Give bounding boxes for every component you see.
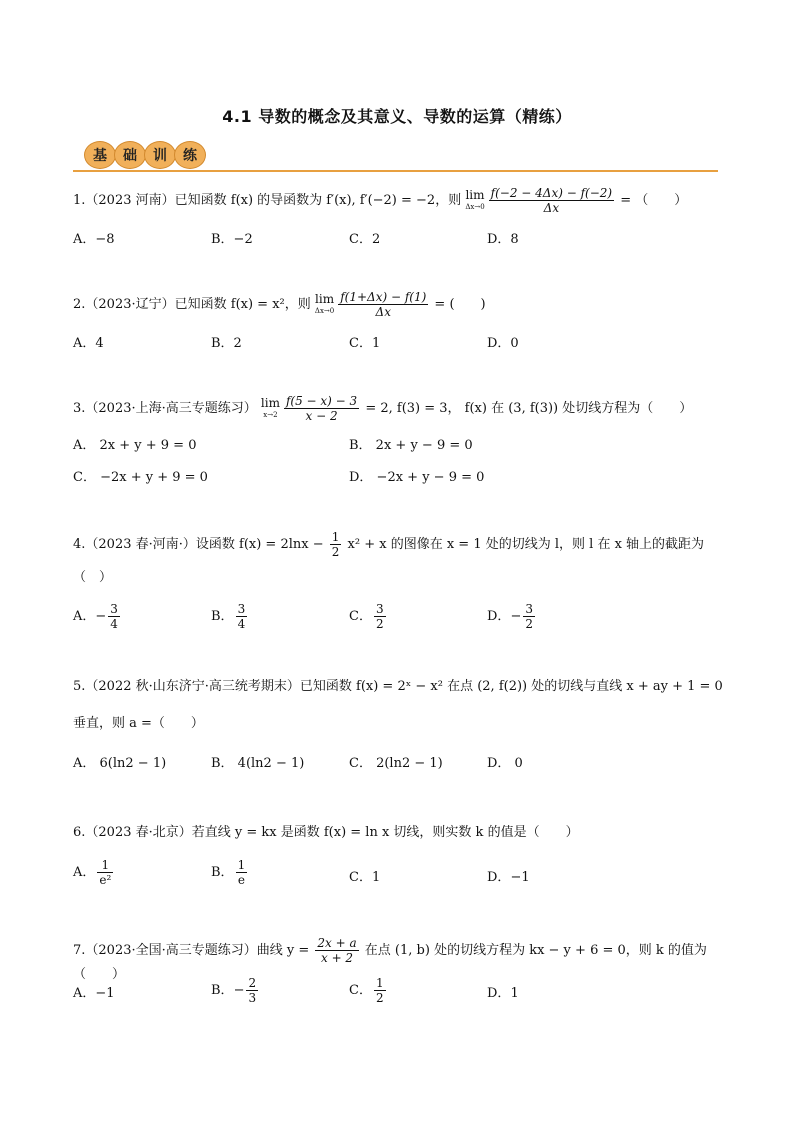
option-a[interactable]: A．−1 (73, 986, 115, 1001)
question-stem: 2.（2023·辽宁）已知函数 f(x) = x²，则 (73, 297, 311, 312)
question-tail: = 2, f(3) = 3， f(x) 在 (3, f(3)) 处切线方程为（ ） (365, 401, 693, 416)
question-stem: 3.（2023·上海·高三专题练习） (73, 401, 257, 416)
option-d[interactable]: D． 0 (487, 756, 523, 771)
fraction: $\frac{1}{2}$ (331, 530, 340, 559)
option-b[interactable]: B．2 (211, 336, 242, 351)
option-c[interactable]: C． $\frac{3}{2}$ (349, 602, 384, 631)
option-c[interactable]: C． 2(ln2 − 1) (349, 756, 443, 771)
option-c[interactable]: C．1 (349, 870, 381, 885)
option-b[interactable]: B． $\frac{3}{4}$ (211, 602, 246, 631)
page-title: 4.1 导数的概念及其意义、导数的运算（精练） (222, 107, 572, 126)
question-5-continued: 垂直，则 a =（ ） (73, 716, 204, 731)
option-c[interactable]: C．2 (349, 232, 381, 247)
question-tail: = ( ) (434, 297, 486, 312)
section-char: 础 (114, 141, 146, 169)
question-stem: 1.（2023 河南）已知函数 f(x) 的导函数为 f′(x), f′(−2) = −2，则 (73, 193, 462, 208)
question-7 (73, 936, 723, 985)
option-d[interactable]: D．− $\frac{3}{2}$ (487, 602, 533, 631)
option-d[interactable]: D．−1 (487, 870, 530, 885)
question-tail: 在点 (1, b) 处的切线方程为 kx − y + 6 = 0，则 k 的值为（ ） (73, 943, 707, 982)
section-divider (73, 170, 718, 172)
question-tail: x² + x 的图像在 x = 1 处的切线为 l，则 l 在 x 轴上的截距为 (347, 537, 705, 552)
option-a[interactable]: A．− $\frac{3}{4}$ (73, 602, 118, 631)
option-b[interactable]: B． $\frac{1}{e}$ (211, 858, 246, 887)
section-char: 练 (174, 141, 206, 169)
option-b[interactable]: B． 4(ln2 − 1) (211, 756, 305, 771)
option-b[interactable]: B．−2 (211, 232, 253, 247)
question-stem: 4.（2023 春·河南·）设函数 f(x) = 2lnx − (73, 537, 324, 552)
option-c[interactable]: C． $\frac{1}{2}$ (349, 976, 384, 1005)
answer-blank: （ ） (73, 570, 113, 585)
option-d[interactable]: D．0 (487, 336, 519, 351)
option-a[interactable]: A．4 (73, 336, 104, 351)
fraction: $\frac{f(-2 - 4\Delta x) - f(-2)}{\Delta x}$ (490, 186, 613, 215)
question-stem: 7.（2023·全国·高三专题练习）曲线 y = (73, 943, 310, 958)
option-a[interactable]: A． 2x + y + 9 = 0 (73, 438, 197, 453)
fraction: $\frac{2x + a}{x + 2}$ (317, 936, 357, 965)
limit-operator: lim Δx→0 (314, 291, 335, 315)
section-char: 基 (84, 141, 116, 169)
fraction: $\frac{f(5 - x) - 3}{x - 2}$ (285, 394, 358, 423)
option-c[interactable]: C．1 (349, 336, 381, 351)
limit-operator: lim Δx→0 (465, 187, 485, 211)
question-1 (73, 186, 723, 215)
fraction: $\frac{f(1+\Delta x) - f(1)}{\Delta x}$ (340, 290, 427, 319)
question-5: 5.（2022 秋·山东济宁·高三统考期末）已知函数 f(x) = 2ˣ − x² 在点 (2, f(2)) 处的切线与直线 x + ay + 1 = 0 (73, 679, 723, 694)
limit-operator: lim x→2 (260, 395, 280, 419)
option-b[interactable]: B．− $\frac{2}{3}$ (211, 976, 257, 1005)
question-tail: = （ ） (620, 193, 688, 208)
option-a[interactable]: A． 6(ln2 − 1) (73, 756, 167, 771)
question-2 (73, 290, 723, 319)
option-d[interactable]: D．1 (487, 986, 519, 1001)
option-d[interactable]: D． −2x + y − 9 = 0 (349, 470, 485, 485)
question-6: 6.（2023 春·北京）若直线 y = kx 是函数 f(x) = ln x 切线，则实数 k 的值是（ ） (73, 825, 579, 840)
option-a[interactable]: A． $\frac{1}{\text{e²}}$ (73, 858, 112, 887)
question-3 (73, 394, 723, 423)
option-d[interactable]: D．8 (487, 232, 519, 247)
section-char: 训 (144, 141, 176, 169)
option-c[interactable]: C． −2x + y + 9 = 0 (73, 470, 208, 485)
option-b[interactable]: B． 2x + y − 9 = 0 (349, 438, 473, 453)
question-4 (73, 530, 723, 559)
option-a[interactable]: A．−8 (73, 232, 115, 247)
